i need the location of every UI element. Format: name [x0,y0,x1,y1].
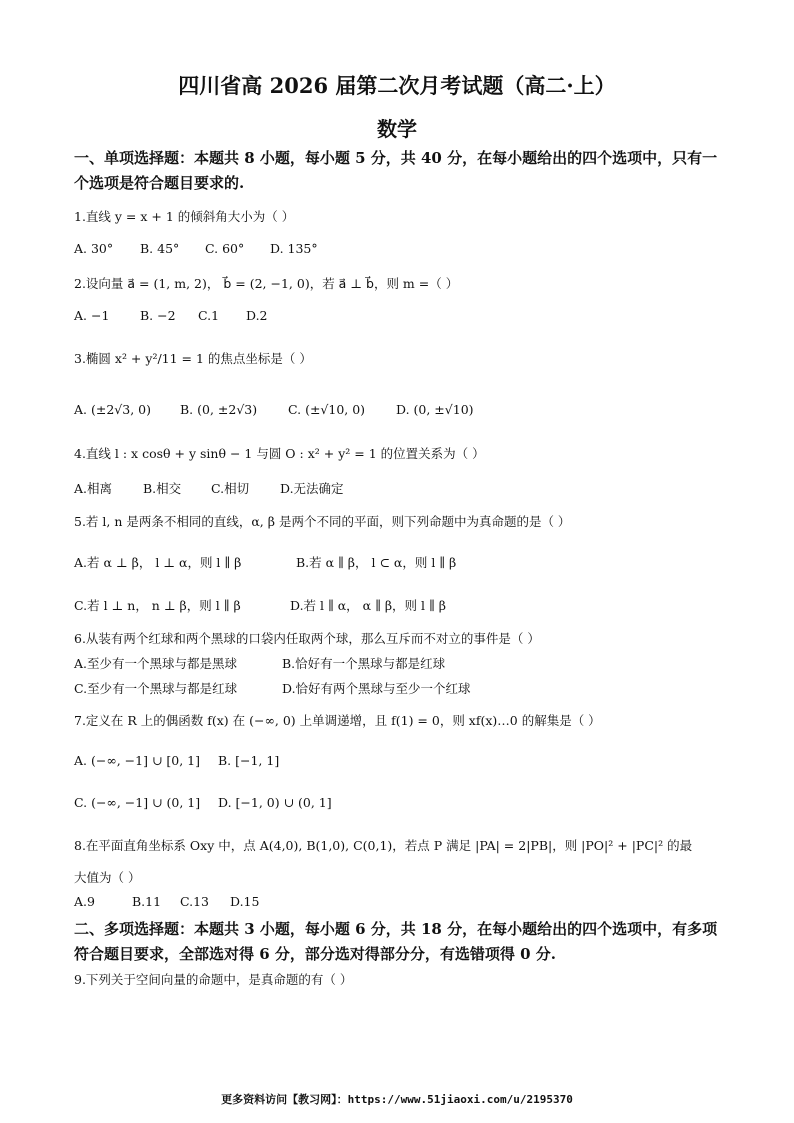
section1-line2: 个选项是符合题目要求的. [74,174,245,192]
footer-link[interactable]: 更多资料访问【教习网】：https://www.51jiaoxi.com/u/2195370 [221,1093,573,1106]
q7-option-a: A. (−∞, −1] ∪ [0, 1] [74,753,201,768]
section2-line1: 二、多项选择题：本题共 3 小题，每小题 6 分，共 18 分，在每小题给出的四个选项中，有多项 [74,920,718,938]
q4-option-a: A.相离 [74,481,113,496]
q5-option-a: A.若 α ⊥ β， l ⊥ α，则 l ∥ β [74,555,242,570]
q7-option-d: D. [−1, 0) ∪ (0, 1] [218,795,332,810]
q8-stem-continued: 大值为（ ） [74,870,141,885]
q2-option-a: A. −1 [74,308,110,323]
q4-option-b: B.相交 [143,481,182,496]
q1-option-d: D. 135° [270,241,318,256]
q6-stem: 6.从装有两个红球和两个黑球的口袋内任取两个球，那么互斥而不对立的事件是（ ） [74,631,540,646]
q1-option-b: B. 45° [140,241,180,256]
page-title: 四川省高 2026 届第二次月考试题（高二·上） [178,73,616,98]
q3-option-c: C. (±√10, 0) [288,402,366,417]
q1-stem: 1.直线 y = x + 1 的倾斜角大小为（ ） [74,209,295,224]
q2-option-c: C.1 [198,308,220,323]
q4-option-c: C.相切 [211,481,250,496]
q7-stem: 7.定义在 R 上的偶函数 f(x) 在 (−∞, 0) 上单调递增，且 f(1) = 0，则 xf(x)…0 的解集是（ ） [74,713,601,728]
q7-option-c: C. (−∞, −1] ∪ (0, 1] [74,795,201,810]
q7-option-b: B. [−1, 1] [218,753,280,768]
q2-option-d: D.2 [246,308,268,323]
q1-option-c: C. 60° [205,241,245,256]
q9-stem: 9.下列关于空间向量的命题中，是真命题的有（ ） [74,972,353,987]
q2-stem: 2.设向量 a⃗ = (1, m, 2)， b⃗ = (2, −1, 0)，若 a⃗ ⊥ b⃗，则 m =（ ） [74,276,459,291]
q5-option-d: D.若 l ∥ α， α ∥ β，则 l ∥ β [290,598,446,613]
q4-option-d: D.无法确定 [280,481,344,496]
q8-option-a: A.9 [74,894,95,909]
q5-option-c: C.若 l ⊥ n， n ⊥ β，则 l ∥ β [74,598,241,613]
q8-option-b: B.11 [132,894,162,909]
q6-option-a: A.至少有一个黑球与都是黑球 [74,656,238,671]
q3-option-d: D. (0, ±√10) [396,402,474,417]
q8-option-c: C.13 [180,894,209,909]
q2-option-b: B. −2 [140,308,176,323]
section1-line1: 一、单项选择题：本题共 8 小题，每小题 5 分，共 40 分，在每小题给出的四个选项中，只有一 [74,149,718,167]
q5-option-b: B.若 α ∥ β， l ⊂ α，则 l ∥ β [296,555,457,570]
q6-option-c: C.至少有一个黑球与都是红球 [74,681,238,696]
q6-option-b: B.恰好有一个黑球与都是红球 [282,656,446,671]
subject-title: 数学 [377,117,417,141]
section2-line2: 符合题目要求，全部选对得 6 分，部分选对得部分分，有选错项得 0 分. [74,945,556,963]
q5-stem: 5.若 l, n 是两条不相同的直线，α, β 是两个不同的平面，则下列命题中为真命题的是（ ） [74,514,571,529]
q8-option-d: D.15 [230,894,260,909]
q8-stem: 8.在平面直角坐标系 Oxy 中，点 A(4,0), B(1,0), C(0,1)，若点 P 满足 |PA| = 2|PB|，则 |PO|² + |PC|² 的最 [74,838,693,853]
q6-option-d: D.恰好有两个黑球与至少一个红球 [282,681,471,696]
q3-stem: 3.椭圆 x² + y²/11 = 1 的焦点坐标是（ ） [74,351,312,366]
q3-option-b: B. (0, ±2√3) [180,402,258,417]
q4-stem: 4.直线 l : x cosθ + y sinθ − 1 与圆 O : x² + y² = 1 的位置关系为（ ） [74,446,485,461]
q3-option-a: A. (±2√3, 0) [74,402,151,417]
q1-option-a: A. 30° [74,241,114,256]
